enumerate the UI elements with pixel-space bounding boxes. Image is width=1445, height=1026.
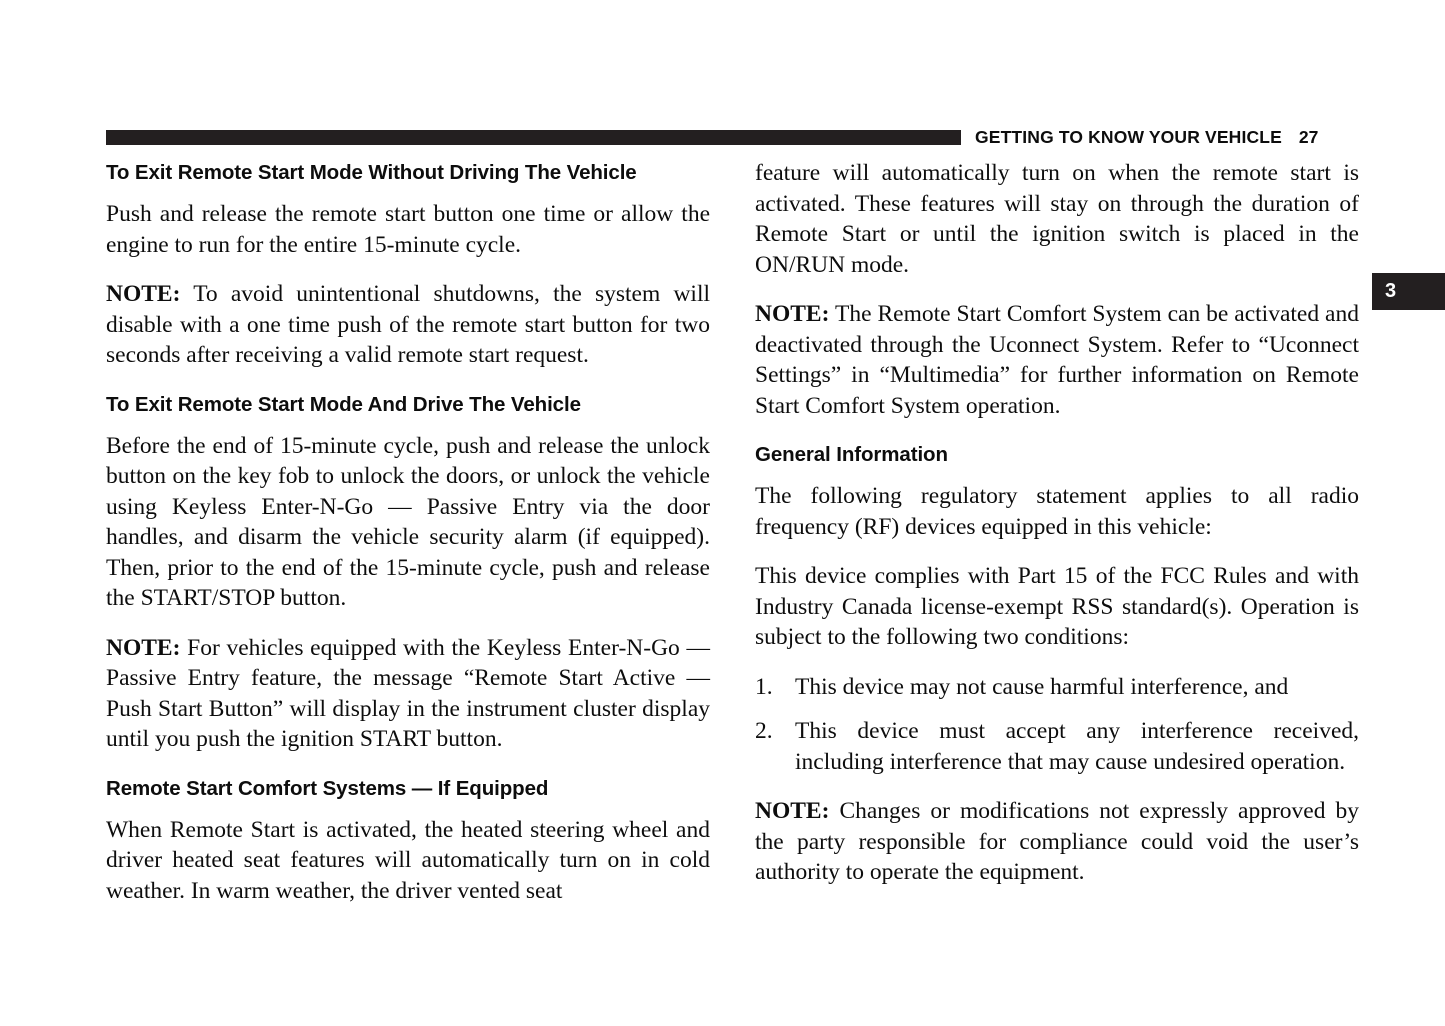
chapter-tab <box>1372 273 1445 310</box>
note-label: NOTE: <box>755 798 830 824</box>
paragraph-exit-and-drive: Before the end of 15-minute cycle, push and release the unlock button on the key fob to unlock the doors, or unlock the vehicle using Keyless Enter-N-Go — Passive Entry via the door handles, and disarm the vehicle security alarm (if equipped). Then, prior to the end of the 15-minute cycle, push and release the START/STOP button. <box>106 432 710 611</box>
paragraph-regulatory-statement: The following regulatory statement applies to all radio frequency (RF) devices equipped in this vehicle: <box>755 483 1359 540</box>
running-header <box>106 126 1358 148</box>
header-rule <box>106 130 961 145</box>
right-column <box>755 158 1359 888</box>
page-number: 27 <box>1298 126 1319 147</box>
chapter-tab-number: 3 <box>1385 280 1397 302</box>
note-changes-or-modifications <box>755 796 1359 888</box>
note-label: NOTE: <box>106 281 181 307</box>
list-item-number: 2. <box>755 718 773 744</box>
note-text: The Remote Start Comfort System can be activated and deactivated through the Uconnect System. Refer to “Uconnect Settings” in “Multimedia” for further information on Remote Start Comfort System operation. <box>755 301 1359 419</box>
left-column <box>106 158 710 906</box>
list-item <box>755 716 1359 777</box>
heading-general-information: General Information <box>755 443 948 466</box>
heading-remote-start-comfort-systems: Remote Start Comfort Systems — If Equipped <box>106 776 549 800</box>
heading-exit-remote-start-without-driving: To Exit Remote Start Mode Without Driving The Vehicle <box>106 161 637 184</box>
header-section-title: GETTING TO KNOW YOUR VEHICLE <box>975 126 1282 147</box>
note-text: To avoid unintentional shutdowns, the system will disable with a one time push of the remote start button for two seconds after receiving a valid remote start request. <box>106 281 710 368</box>
list-item-text: This device may not cause harmful interference, and <box>795 673 1289 700</box>
note-text: For vehicles equipped with the Keyless Enter-N-Go — Passive Entry feature, the message “Remote Start Active — Push Start Button” will display in the instrument cluster display until you push the ignition START button. <box>106 634 710 752</box>
list-item-text: This device must accept any interference received, including interference that may cause undesired operation. <box>795 718 1359 775</box>
note-label: NOTE: <box>755 301 830 327</box>
note-uconnect-comfort-system <box>755 299 1359 421</box>
note-keyless-enter-n-go <box>106 633 710 755</box>
conditions-list <box>755 672 1359 778</box>
paragraph-remote-start-comfort: When Remote Start is activated, the heated steering wheel and driver heated seat features will automatically turn on in cold weather. In warm weather, the driver vented seat <box>106 816 710 904</box>
note-unintentional-shutdowns <box>106 279 710 371</box>
list-item-number: 1. <box>755 673 773 700</box>
paragraph-fcc-compliance: This device complies with Part 15 of the FCC Rules and with Industry Canada license-exempt RSS standard(s). Operation is subject to the following two conditions: <box>755 563 1359 650</box>
paragraph-comfort-continued: feature will automatically turn on when the remote start is activated. These features will stay on through the duration of Remote Start or until the ignition switch is placed in the ON/RUN mode. <box>755 160 1359 278</box>
note-text: Changes or modifications not expressly approved by the party responsible for compliance could void the user’s authority to operate the equipment. <box>755 798 1359 885</box>
note-label: NOTE: <box>106 634 181 661</box>
list-item <box>755 672 1359 703</box>
heading-exit-remote-start-and-drive: To Exit Remote Start Mode And Drive The Vehicle <box>106 392 581 416</box>
paragraph-exit-without-driving: Push and release the remote start button one time or allow the engine to run for the entire 15-minute cycle. <box>106 201 710 258</box>
